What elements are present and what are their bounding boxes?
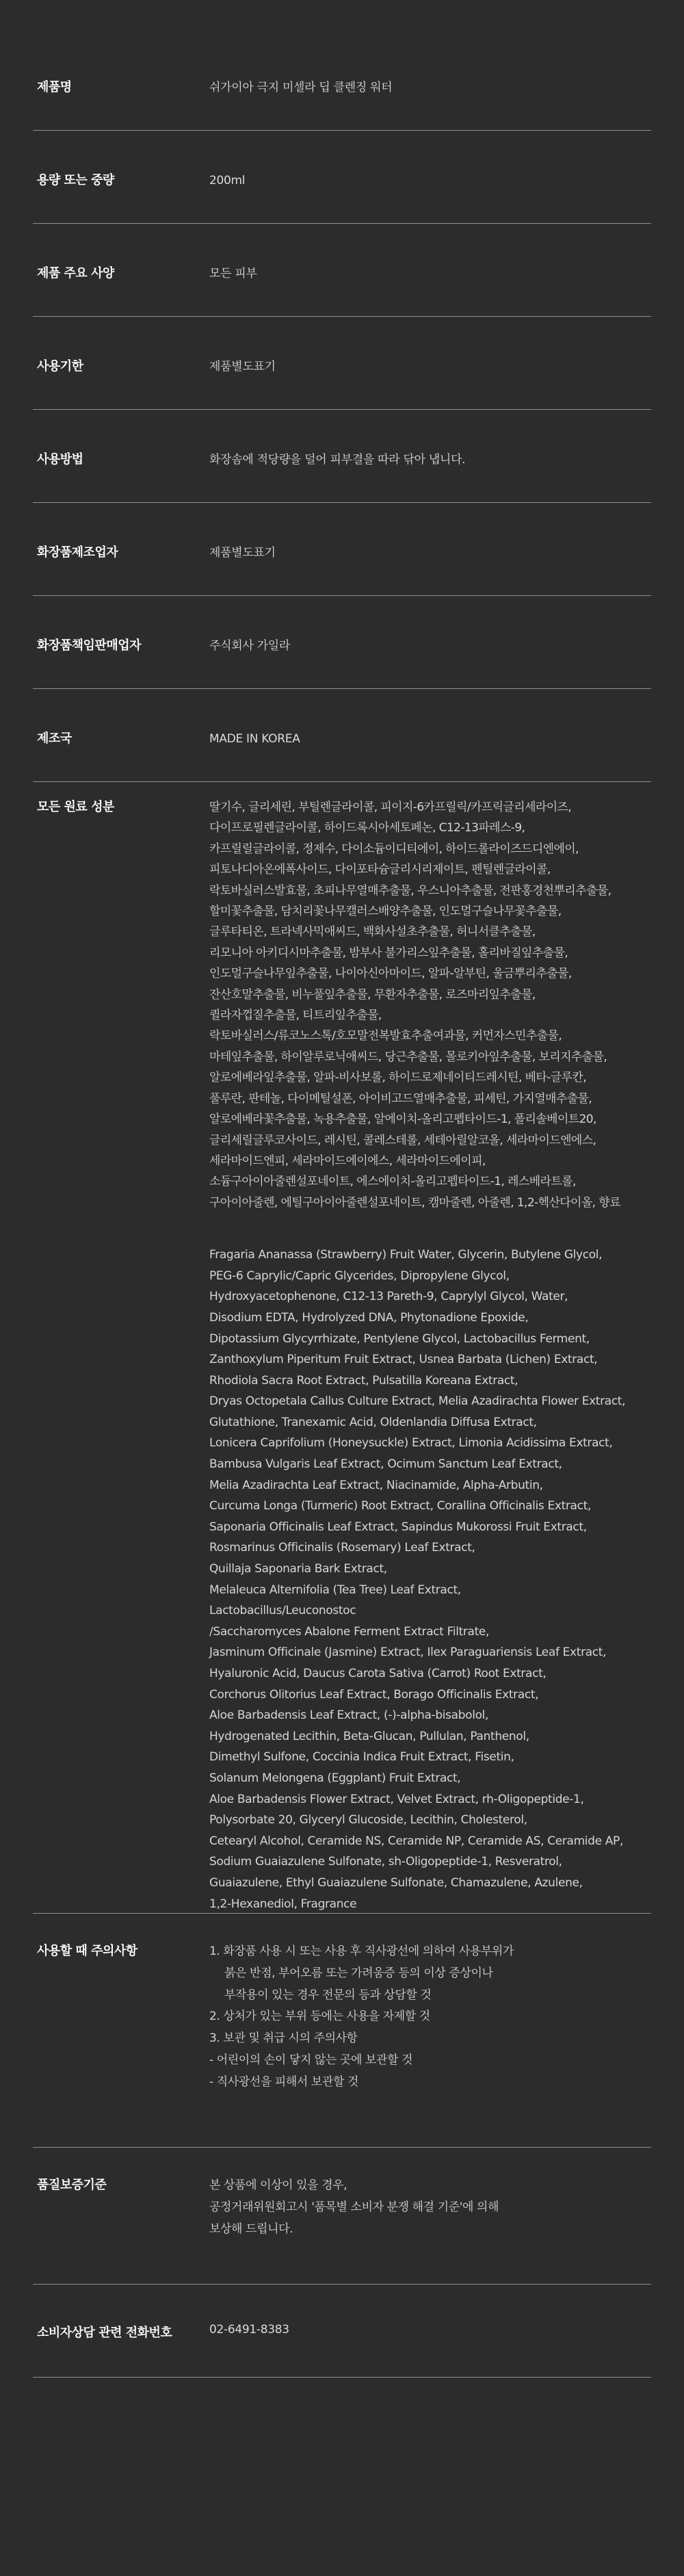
text-line: Solanum Melongena (Eggplant) Fruit Extract, [209,1771,461,1785]
row-label: 용량 또는 중량 [37,173,114,187]
text-line: Curcuma Longa (Turmeric) Root Extract, Corallina Officinalis Extract, [209,1499,591,1513]
text-line: Bambusa Vulgaris Leaf Extract, Ocimum Sanctum Leaf Extract, [209,1457,562,1472]
text-line: Glutathione, Tranexamic Acid, Oldenlandia Diffusa Extract, [209,1415,537,1429]
row-label: 사용기한 [37,359,83,374]
text-line: 본 상품에 이상이 있을 경우, [209,2178,347,2192]
row-distributor [33,596,651,689]
text-line: 리모니아 아키디시마추출물, 밤부사 불가리스잎추출물, 홀리바질잎추출물, [209,946,568,960]
caution-line: 부작용이 있는 경우 전문의 등과 상담할 것 [224,1988,432,2002]
text-line: 보상해 드립니다. [209,2222,293,2236]
text-line: 다이프로필렌글라이콜, 하이드록시아세토페논, C12-13파레스-9, [209,821,525,835]
row-label: 사용방법 [37,452,83,467]
text-line: 할미꽃추출물, 담치리꽃나무캘러스배양추출물, 인도멀구슬나무꽃추출물, [209,905,562,919]
row-label: 화장품제조업자 [37,545,118,560]
row-main-spec [33,224,651,317]
row-value: 제품별도표기 [209,546,276,560]
text-line: Hydroxyacetophenone, C12-13 Pareth-9, Caprylyl Glycol, Water, [209,1290,568,1304]
text-line: 1,2-Hexanediol, Fragrance [209,1897,357,1911]
row-usage [33,410,651,503]
row-value: 제품별도표기 [209,360,276,374]
text-line: 인도멀구슬나무잎추출물, 나이아신아마이드, 알파-알부틴, 울금뿌리추출물, [209,967,572,981]
text-line: 락토바실러스발효물, 초피나무열매추출물, 우스니아추출물, 전판홍경천뿌리추출물, [209,883,611,898]
row-label: 소비자상담 관련 전화번호 [37,2326,172,2340]
text-line: Sodium Guaiazulene Sulfonate, sh-Oligopeptide-1, Resveratrol, [209,1855,562,1869]
text-line: Lactobacillus/Leuconostoc [209,1604,356,1618]
row-label: 품질보증기준 [37,2178,107,2192]
text-line: Aloe Barbadensis Flower Extract, Velvet Extract, rh-Oligopeptide-1, [209,1792,584,1806]
text-line: 마테잎추출물, 하이알루로닉애씨드, 당근추출물, 몰로키아잎추출물, 보리지추출물, [209,1050,607,1064]
row-label: 화장품책임판매업자 [37,638,141,653]
text-line: Guaiazulene, Ethyl Guaiazulene Sulfonate, Chamazulene, Azulene, [209,1875,583,1890]
text-line: 락토바실러스/류코노스톡/호모말전복발효추출여과물, 커먼자스민추출물, [209,1029,562,1043]
row-phone [33,2285,651,2378]
text-line: Dipotassium Glycyrrhizate, Pentylene Glycol, Lactobacillus Ferment, [209,1331,590,1346]
row-label: 제품 주요 사양 [37,266,114,281]
product-info-table [33,38,651,2378]
text-line: Rhodiola Sacra Root Extract, Pulsatilla Koreana Extract, [209,1373,518,1388]
caution-line: 2. 상처가 있는 부위 등에는 사용을 자제할 것 [209,2009,430,2024]
row-label: 제품명 [37,80,72,94]
text-line: Aloe Barbadensis Leaf Extract, (-)-alpha-bisabolol, [209,1708,489,1723]
row-product-name [33,38,651,131]
text-line: 딸기수, 글리세린, 부틸렌글라이콜, 피이지-6카프릴릭/카프릭글리세라이즈, [209,801,572,814]
text-line: Lonicera Caprifolium (Honeysuckle) Extract, Limonia Acidissima Extract, [209,1436,613,1450]
text-line: Disodium EDTA, Hydrolyzed DNA, Phytonadione Epoxide, [209,1310,529,1325]
text-line: 세라마이드엔피, 세라마이드에이에스, 세라마이드에이피, [209,1154,486,1168]
text-line: /Saccharomyces Abalone Ferment Extract Filtrate, [209,1624,490,1639]
row-value: 200ml [209,174,246,187]
text-line: 알로에베라잎추출물, 알파-비사보롤, 하이드로제네이티드레시틴, 베타-글루칸, [209,1071,586,1085]
row-label: 모든 원료 성분 [37,800,114,814]
row-value: 주식회사 가일라 [209,639,290,653]
caution-line: 붉은 반점, 부어오름 또는 가려움증 등의 이상 증상이나 [224,1966,493,1980]
text-line: PEG-6 Caprylic/Capric Glycerides, Dipropylene Glycol, [209,1269,510,1283]
ingredients-value [209,797,651,1914]
text-line: Melia Azadirachta Leaf Extract, Niacinamide, Alpha-Arbutin, [209,1478,543,1492]
ingredients-korean [209,797,651,1213]
caution-line: - 직사광선을 피해서 보관할 것 [209,2074,359,2089]
row-volume [33,131,651,224]
text-line: Dimethyl Sulfone, Coccinia Indica Fruit Extract, Fisetin, [209,1750,514,1765]
text-line: Melaleuca Alternifolia (Tea Tree) Leaf Extract, [209,1583,461,1597]
caution-line: 3. 보관 및 취급 시의 주의사항 [209,2031,358,2046]
text-line: Polysorbate 20, Glyceryl Glucoside, Lecithin, Cholesterol, [209,1813,527,1827]
text-line: Rosmarinus Officinalis (Rosemary) Leaf Extract, [209,1541,475,1555]
text-line: 풀루란, 판테놀, 다이메틸설폰, 아이비고드열매추출물, 피세틴, 가지열매추출물, [209,1091,592,1106]
text-line: Fragaria Ananassa (Strawberry) Fruit Water, Glycerin, Butylene Glycol, [209,1248,603,1262]
row-value: 화장솜에 적당량을 덜어 피부결을 따라 닦아 냅니다. [209,453,466,467]
text-line: Hyaluronic Acid, Daucus Carota Sativa (Carrot) Root Extract, [209,1667,547,1680]
text-line: 피토나디아온에폭사이드, 다이포타슘글리시리제이트, 펜틸렌글라이콜, [209,863,551,877]
quality-value [209,2175,651,2240]
text-line: Quillaja Saponaria Bark Extract, [209,1562,387,1576]
text-line: 소듐구아이아줄렌설포네이트, 에스에이치-올리고펩타이드-1, 레스베라트롤, [209,1175,576,1189]
row-caution [33,1914,651,2148]
text-line: Corchorus Olitorius Leaf Extract, Borago Officinalis Extract, [209,1687,539,1702]
text-line: Zanthoxylum Piperitum Fruit Extract, Usnea Barbata (Lichen) Extract, [209,1353,598,1367]
caution-line: 1. 화장품 사용 시 또는 사용 후 직사광선에 의하여 사용부위가 [209,1944,514,1958]
text-line: 글루타티온, 트라넥사믹애씨드, 백화사설초추출물, 허니서클추출물, [209,925,536,939]
caution-line: - 어린이의 손이 닿지 않는 곳에 보관할 것 [209,2053,413,2067]
text-line: 글리세릴글루코사이드, 레시틴, 콜레스테롤, 세테아릴알코올, 세라마이드엔에스, [209,1133,596,1147]
row-label: 제조국 [37,731,72,746]
text-line: Dryas Octopetala Callus Culture Extract, Melia Azadirachta Flower Extract, [209,1394,626,1409]
text-line: 구아이아줄렌, 에틸구아이아줄렌설포네이트, 캠마줄렌, 아줄렌, 1,2-헥산다이올, 향료 [209,1195,620,1210]
row-country [33,689,651,782]
row-label: 사용할 때 주의사항 [37,1944,137,1958]
text-line: Hydrogenated Lecithin, Beta-Glucan, Pullulan, Panthenol, [209,1729,529,1743]
row-quality [33,2148,651,2285]
row-value: 쉬가이아 극지 미셀라 딥 클렌징 워터 [209,81,393,94]
ingredients-english [209,1245,651,1914]
text-line: Cetearyl Alcohol, Ceramide NS, Ceramide NP, Ceramide AS, Ceramide AP, [209,1834,624,1848]
phone-number: 02-6491-8383 [209,2323,289,2337]
text-line: 알로에베라꽃추출물, 녹용추출물, 알에이치-올리고펩타이드-1, 폴리솔베이트20, [209,1113,596,1127]
row-value: MADE IN KOREA [209,732,300,746]
text-line: 퀼라자껍질추출물, 티트리잎추출물, [209,1009,382,1023]
row-value: 모든 피부 [209,267,257,281]
text-line: 잔산호말추출물, 비누풀잎추출물, 무환자추출물, 로즈마리잎추출물, [209,987,536,1002]
row-manufacturer [33,503,651,596]
text-line: 카프릴릴글라이콜, 정제수, 다이소듐이디티에이, 하이드롤라이즈드디엔에이, [209,842,579,856]
caution-value [209,1941,651,2094]
row-ingredients [33,782,651,1914]
text-line: Saponaria Officinalis Leaf Extract, Sapindus Mukorossi Fruit Extract, [209,1520,587,1534]
row-expiry [33,317,651,410]
text-line: Jasminum Officinale (Jasmine) Extract, Ilex Paraguariensis Leaf Extract, [209,1645,607,1660]
text-line: 공정거래위원회고시 '품목별 소비자 분쟁 해결 기준'에 의해 [209,2200,499,2214]
